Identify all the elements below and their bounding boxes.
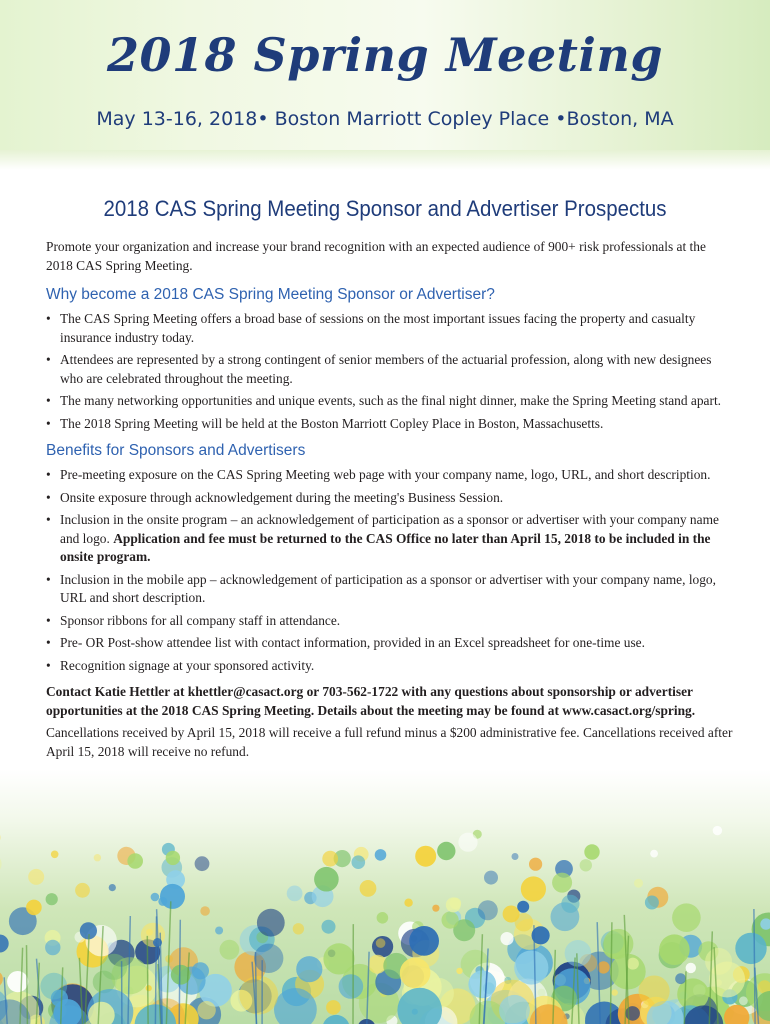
flower-dot [713,826,722,835]
flower-dot [627,958,639,970]
flower-dot [146,985,152,991]
flower-dot [0,935,9,953]
flower-dot [192,962,209,979]
flower-dot [287,886,303,902]
flower-dot [40,973,67,1000]
flower-dot [360,880,377,897]
list-item: • Sponsor ribbons for all company staff in attendance. [46,612,736,631]
list-item [46,511,736,567]
flower-dot [151,893,160,902]
flower-dot [46,893,58,905]
flower-dot [565,940,592,967]
flower-stem [147,936,148,1024]
flower-dot [352,855,366,869]
flower-dot [94,854,101,861]
flower-dot [296,956,322,982]
flower-dot [521,876,546,901]
intro-paragraph: Promote your organization and increase your brand recognition with an expected audience of 900+ risk professionals at the 2018 CAS Spring Meeting. [46,239,706,273]
flower-dot [437,842,455,860]
flower-dot [323,943,354,974]
flower-dot [322,851,338,867]
flower-dot [322,1015,349,1024]
flower-dot [45,940,60,955]
flower-dot [735,933,766,964]
flower-artwork [0,770,770,1024]
document-body [46,238,736,761]
flower-dot [326,1000,341,1015]
flower-dot [101,954,127,980]
list-item: • Onsite exposure through acknowledgement during the meeting's Business Session. [46,489,736,508]
flower-dot [0,971,3,988]
flower-dot [7,971,28,992]
header-banner [0,0,770,165]
flower-stem [27,945,28,1024]
why-section-title: Why become a 2018 CAS Spring Meeting Sponsor or Advertiser? [46,286,495,303]
benefits-section-title: Benefits for Sponsors and Advertisers [46,442,306,459]
banner-fade [0,150,770,170]
flower-dot [580,859,592,871]
list-item: • Recognition signage at your sponsored activity. [46,657,736,676]
flower-dot [650,850,658,858]
flower-dot [584,844,599,859]
flower-dot [26,900,42,916]
flower-dot [28,869,44,885]
meeting-subtitle: May 13-16, 2018• Boston Marriott Copley Place •Boston, MA [96,108,674,130]
flower-dot [215,927,223,935]
flower-dot [375,849,387,861]
flower-dot [552,873,572,893]
flower-dot [705,948,732,975]
flower-dot [456,968,462,974]
flower-dots-illustration [0,770,770,1024]
flower-dot [195,856,210,871]
flower-dot [254,944,283,973]
flower-dot [442,912,459,929]
cancellation-paragraph: Cancellations received by April 15, 2018 will receive a full refund minus a $200 administrative fee. Cancellations received after April 15, 2018 will receive no refund. [46,725,733,759]
flower-dot [458,833,477,852]
flower-dot [257,909,285,937]
flower-dot [220,940,240,960]
flower-dot [339,974,364,999]
flower-dot [197,1001,215,1019]
flower-dot [0,854,2,875]
flower-dot [634,879,643,888]
flower-dot [517,901,529,913]
flower-dot [109,884,116,891]
flower-dot [500,932,513,945]
flower-dot [409,926,439,956]
flower-dot [515,913,533,931]
why-list [46,310,736,433]
flower-dot [75,883,90,898]
flower-dot [484,871,498,885]
flower-dot [314,867,339,892]
flower-dot [377,912,389,924]
list-item: • Inclusion in the mobile app – acknowledgement of participation as a sponsor or advertiser with your company name, logo, URL and short description. [46,571,736,608]
flower-dot [514,950,548,984]
list-item: • The CAS Spring Meeting offers a broad base of sessions on the most important issues facing the property and casualty insurance industry today. [46,310,736,347]
list-item: • Pre- OR Post-show attendee list with contact information, provided in an Excel spreadsheet for one-time use. [46,634,736,653]
flower-dot [468,970,496,998]
flower-dot [612,989,618,995]
flower-dot [529,858,542,871]
list-item: • Pre-meeting exposure on the CAS Spring Meeting web page with your company name, logo, URL, and short description. [46,466,736,485]
flower-dot [739,996,748,1005]
flower-dot [446,897,461,912]
list-item: • The many networking opportunities and unique events, such as the final night dinner, make the Spring Meeting stand apart. [46,392,736,411]
flower-dot [400,958,431,989]
flower-dot [239,976,278,1015]
onsite-program-text: Inclusion in the onsite program – an acknowledgement of participation as a sponsor or advertiser with your company name and logo. [60,512,719,546]
deadline-note: Application and fee must be returned to the CAS Office no later than April 15, 2018 to be included in the onsite program. [60,530,711,564]
contact-paragraph: Contact Katie Hettler at khettler@casact.org or 703-562-1722 with any questions about sponsorship or advertiser opportunities at the 2018 CAS Spring Meeting. Details about the meeting may be found at www.casact.org/spring. [46,684,696,718]
flower-dot [51,851,59,859]
flower-dot [432,905,439,912]
flower-dot [200,906,210,916]
flower-dot [639,976,670,1007]
flower-dot [478,900,498,920]
flower-dot [376,938,386,948]
flower-dot [659,934,690,965]
flower-dot [512,853,519,860]
flower-dot [127,853,143,869]
list-item: • Attendees are represented by a strong contingent of senior members of the actuarial profession, along with new designees who are celebrated throughout the meeting. [46,351,736,388]
benefits-list [46,466,736,675]
flower-dot [672,903,701,932]
flower-dot [675,973,686,984]
flower-dot [0,832,1,843]
flower-dot [645,896,659,910]
flower-dot [166,851,180,865]
flower-stem [256,952,257,1024]
page-heading: 2018 CAS Spring Meeting Sponsor and Advertiser Prospectus [103,196,667,221]
flower-dot [686,963,696,973]
flower-dot [293,923,304,934]
flower-dot [404,899,412,907]
flower-dot [415,846,436,867]
flower-dot [322,920,336,934]
flower-dot [561,895,579,913]
flower-dot [158,897,167,906]
list-item: • The 2018 Spring Meeting will be held at the Boston Marriott Copley Place in Boston, Massachusetts. [46,415,736,434]
meeting-title: 2018 Spring Meeting [106,28,664,82]
